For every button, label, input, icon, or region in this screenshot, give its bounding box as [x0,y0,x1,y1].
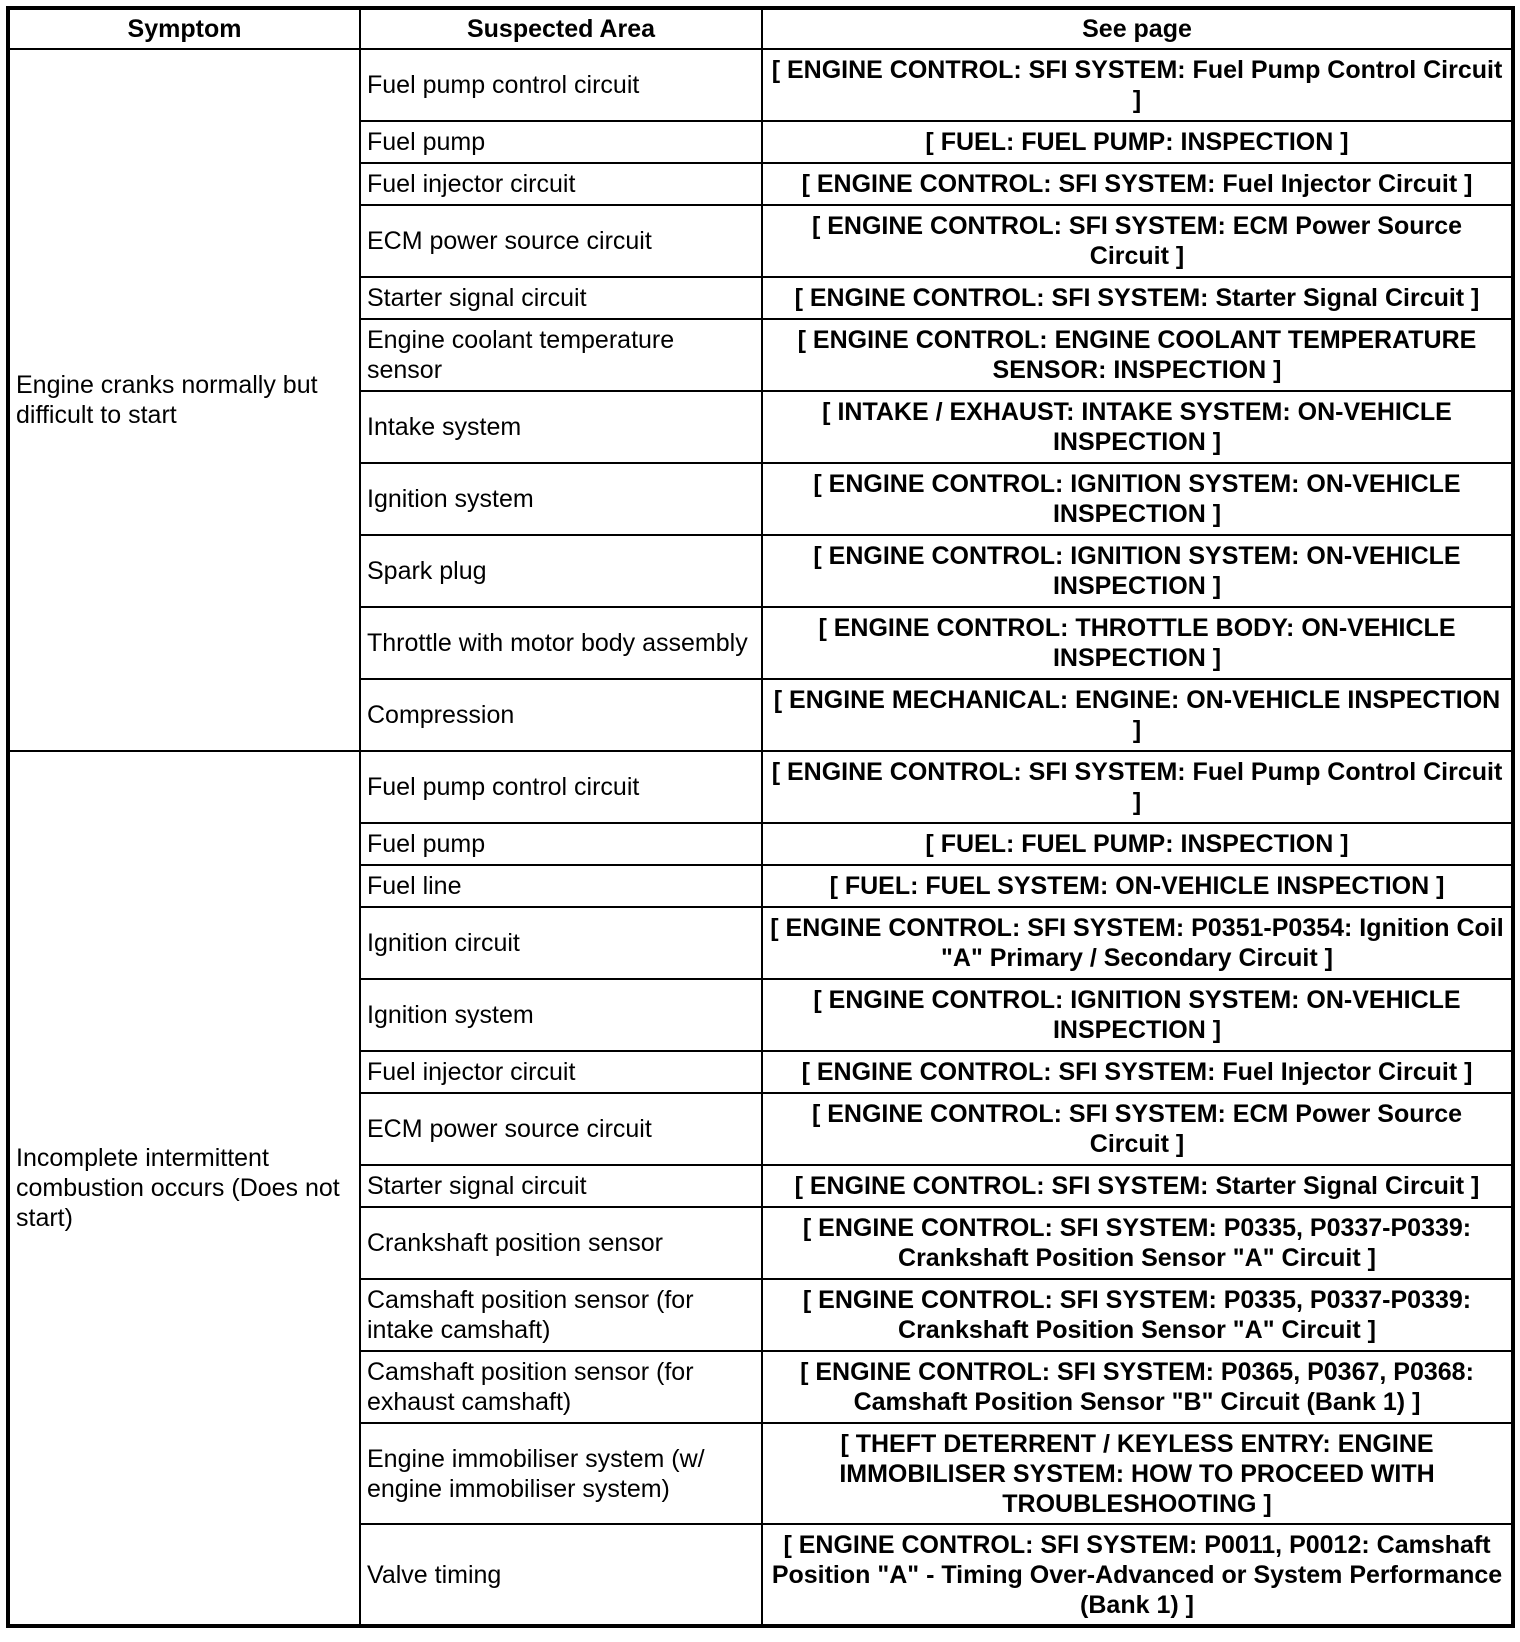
see-page-link[interactable]: [ ENGINE CONTROL: SFI SYSTEM: Starter Signal Circuit ] [762,277,1513,319]
header-row [8,8,1513,49]
see-page-link[interactable]: [ ENGINE CONTROL: SFI SYSTEM: P0351-P0354: Ignition Coil "A" Primary / Secondary Circuit ] [762,907,1513,979]
suspected-area-cell: Ignition system [360,979,762,1051]
suspected-area-cell: Fuel pump control circuit [360,751,762,823]
see-page-link[interactable]: [ ENGINE CONTROL: SFI SYSTEM: Fuel Injector Circuit ] [762,163,1513,205]
see-page-link[interactable]: [ ENGINE CONTROL: SFI SYSTEM: P0335, P0337-P0339: Crankshaft Position Sensor "A" Circuit ] [762,1279,1513,1351]
suspected-area-cell: Fuel pump [360,823,762,865]
suspected-area-cell: Crankshaft position sensor [360,1207,762,1279]
see-page-link[interactable]: [ ENGINE CONTROL: SFI SYSTEM: Fuel Pump Control Circuit ] [762,49,1513,121]
suspected-area-cell: Spark plug [360,535,762,607]
see-page-link[interactable]: [ ENGINE CONTROL: SFI SYSTEM: Starter Signal Circuit ] [762,1165,1513,1207]
suspected-area-cell: Ignition system [360,463,762,535]
symptom-cell: Engine cranks normally but difficult to start [8,49,360,751]
suspected-area-cell: Engine immobiliser system (w/ engine immobiliser system) [360,1423,762,1524]
suspected-area-cell: Camshaft position sensor (for intake camshaft) [360,1279,762,1351]
see-page-link[interactable]: [ ENGINE CONTROL: SFI SYSTEM: ECM Power Source Circuit ] [762,1093,1513,1165]
header-suspected-area: Suspected Area [360,8,762,49]
see-page-link[interactable]: [ ENGINE CONTROL: THROTTLE BODY: ON-VEHICLE INSPECTION ] [762,607,1513,679]
see-page-link[interactable]: [ ENGINE CONTROL: SFI SYSTEM: P0335, P0337-P0339: Crankshaft Position Sensor "A" Circuit ] [762,1207,1513,1279]
see-page-link[interactable]: [ ENGINE CONTROL: SFI SYSTEM: P0365, P0367, P0368: Camshaft Position Sensor "B" Circuit (Bank 1) ] [762,1351,1513,1423]
see-page-link[interactable]: [ FUEL: FUEL PUMP: INSPECTION ] [762,121,1513,163]
suspected-area-cell: Intake system [360,391,762,463]
see-page-link[interactable]: [ ENGINE CONTROL: SFI SYSTEM: P0011, P0012: Camshaft Position "A" - Timing Over-Advanced or System Performance (Bank 1) ] [762,1524,1513,1626]
see-page-link[interactable]: [ ENGINE CONTROL: SFI SYSTEM: Fuel Injector Circuit ] [762,1051,1513,1093]
see-page-link[interactable]: [ ENGINE MECHANICAL: ENGINE: ON-VEHICLE INSPECTION ] [762,679,1513,751]
see-page-link[interactable]: [ INTAKE / EXHAUST: INTAKE SYSTEM: ON-VEHICLE INSPECTION ] [762,391,1513,463]
suspected-area-cell: Starter signal circuit [360,1165,762,1207]
see-page-link[interactable]: [ FUEL: FUEL SYSTEM: ON-VEHICLE INSPECTION ] [762,865,1513,907]
see-page-link[interactable]: [ ENGINE CONTROL: SFI SYSTEM: Fuel Pump Control Circuit ] [762,751,1513,823]
see-page-link[interactable]: [ ENGINE CONTROL: IGNITION SYSTEM: ON-VEHICLE INSPECTION ] [762,463,1513,535]
suspected-area-cell: Camshaft position sensor (for exhaust camshaft) [360,1351,762,1423]
suspected-area-cell: Ignition circuit [360,907,762,979]
see-page-link[interactable]: [ THEFT DETERRENT / KEYLESS ENTRY: ENGINE IMMOBILISER SYSTEM: HOW TO PROCEED WITH TROUBLESHOOTING ] [762,1423,1513,1524]
suspected-area-cell: Throttle with motor body assembly [360,607,762,679]
suspected-area-cell: Fuel pump [360,121,762,163]
suspected-area-cell: Starter signal circuit [360,277,762,319]
suspected-area-cell: Fuel pump control circuit [360,49,762,121]
see-page-link[interactable]: [ FUEL: FUEL PUMP: INSPECTION ] [762,823,1513,865]
suspected-area-cell: ECM power source circuit [360,1093,762,1165]
troubleshooting-table [6,6,1515,1628]
header-symptom: Symptom [8,8,360,49]
symptom-cell: Incomplete intermittent combustion occurs (Does not start) [8,751,360,1626]
see-page-link[interactable]: [ ENGINE CONTROL: IGNITION SYSTEM: ON-VEHICLE INSPECTION ] [762,979,1513,1051]
suspected-area-cell: ECM power source circuit [360,205,762,277]
see-page-link[interactable]: [ ENGINE CONTROL: SFI SYSTEM: ECM Power Source Circuit ] [762,205,1513,277]
suspected-area-cell: Fuel injector circuit [360,163,762,205]
table-body [8,49,1513,1626]
suspected-area-cell: Compression [360,679,762,751]
suspected-area-cell: Valve timing [360,1524,762,1626]
suspected-area-cell: Fuel injector circuit [360,1051,762,1093]
table-row [8,751,1513,823]
table-row [8,49,1513,121]
suspected-area-cell: Engine coolant temperature sensor [360,319,762,391]
header-see-page: See page [762,8,1513,49]
suspected-area-cell: Fuel line [360,865,762,907]
see-page-link[interactable]: [ ENGINE CONTROL: IGNITION SYSTEM: ON-VEHICLE INSPECTION ] [762,535,1513,607]
see-page-link[interactable]: [ ENGINE CONTROL: ENGINE COOLANT TEMPERATURE SENSOR: INSPECTION ] [762,319,1513,391]
